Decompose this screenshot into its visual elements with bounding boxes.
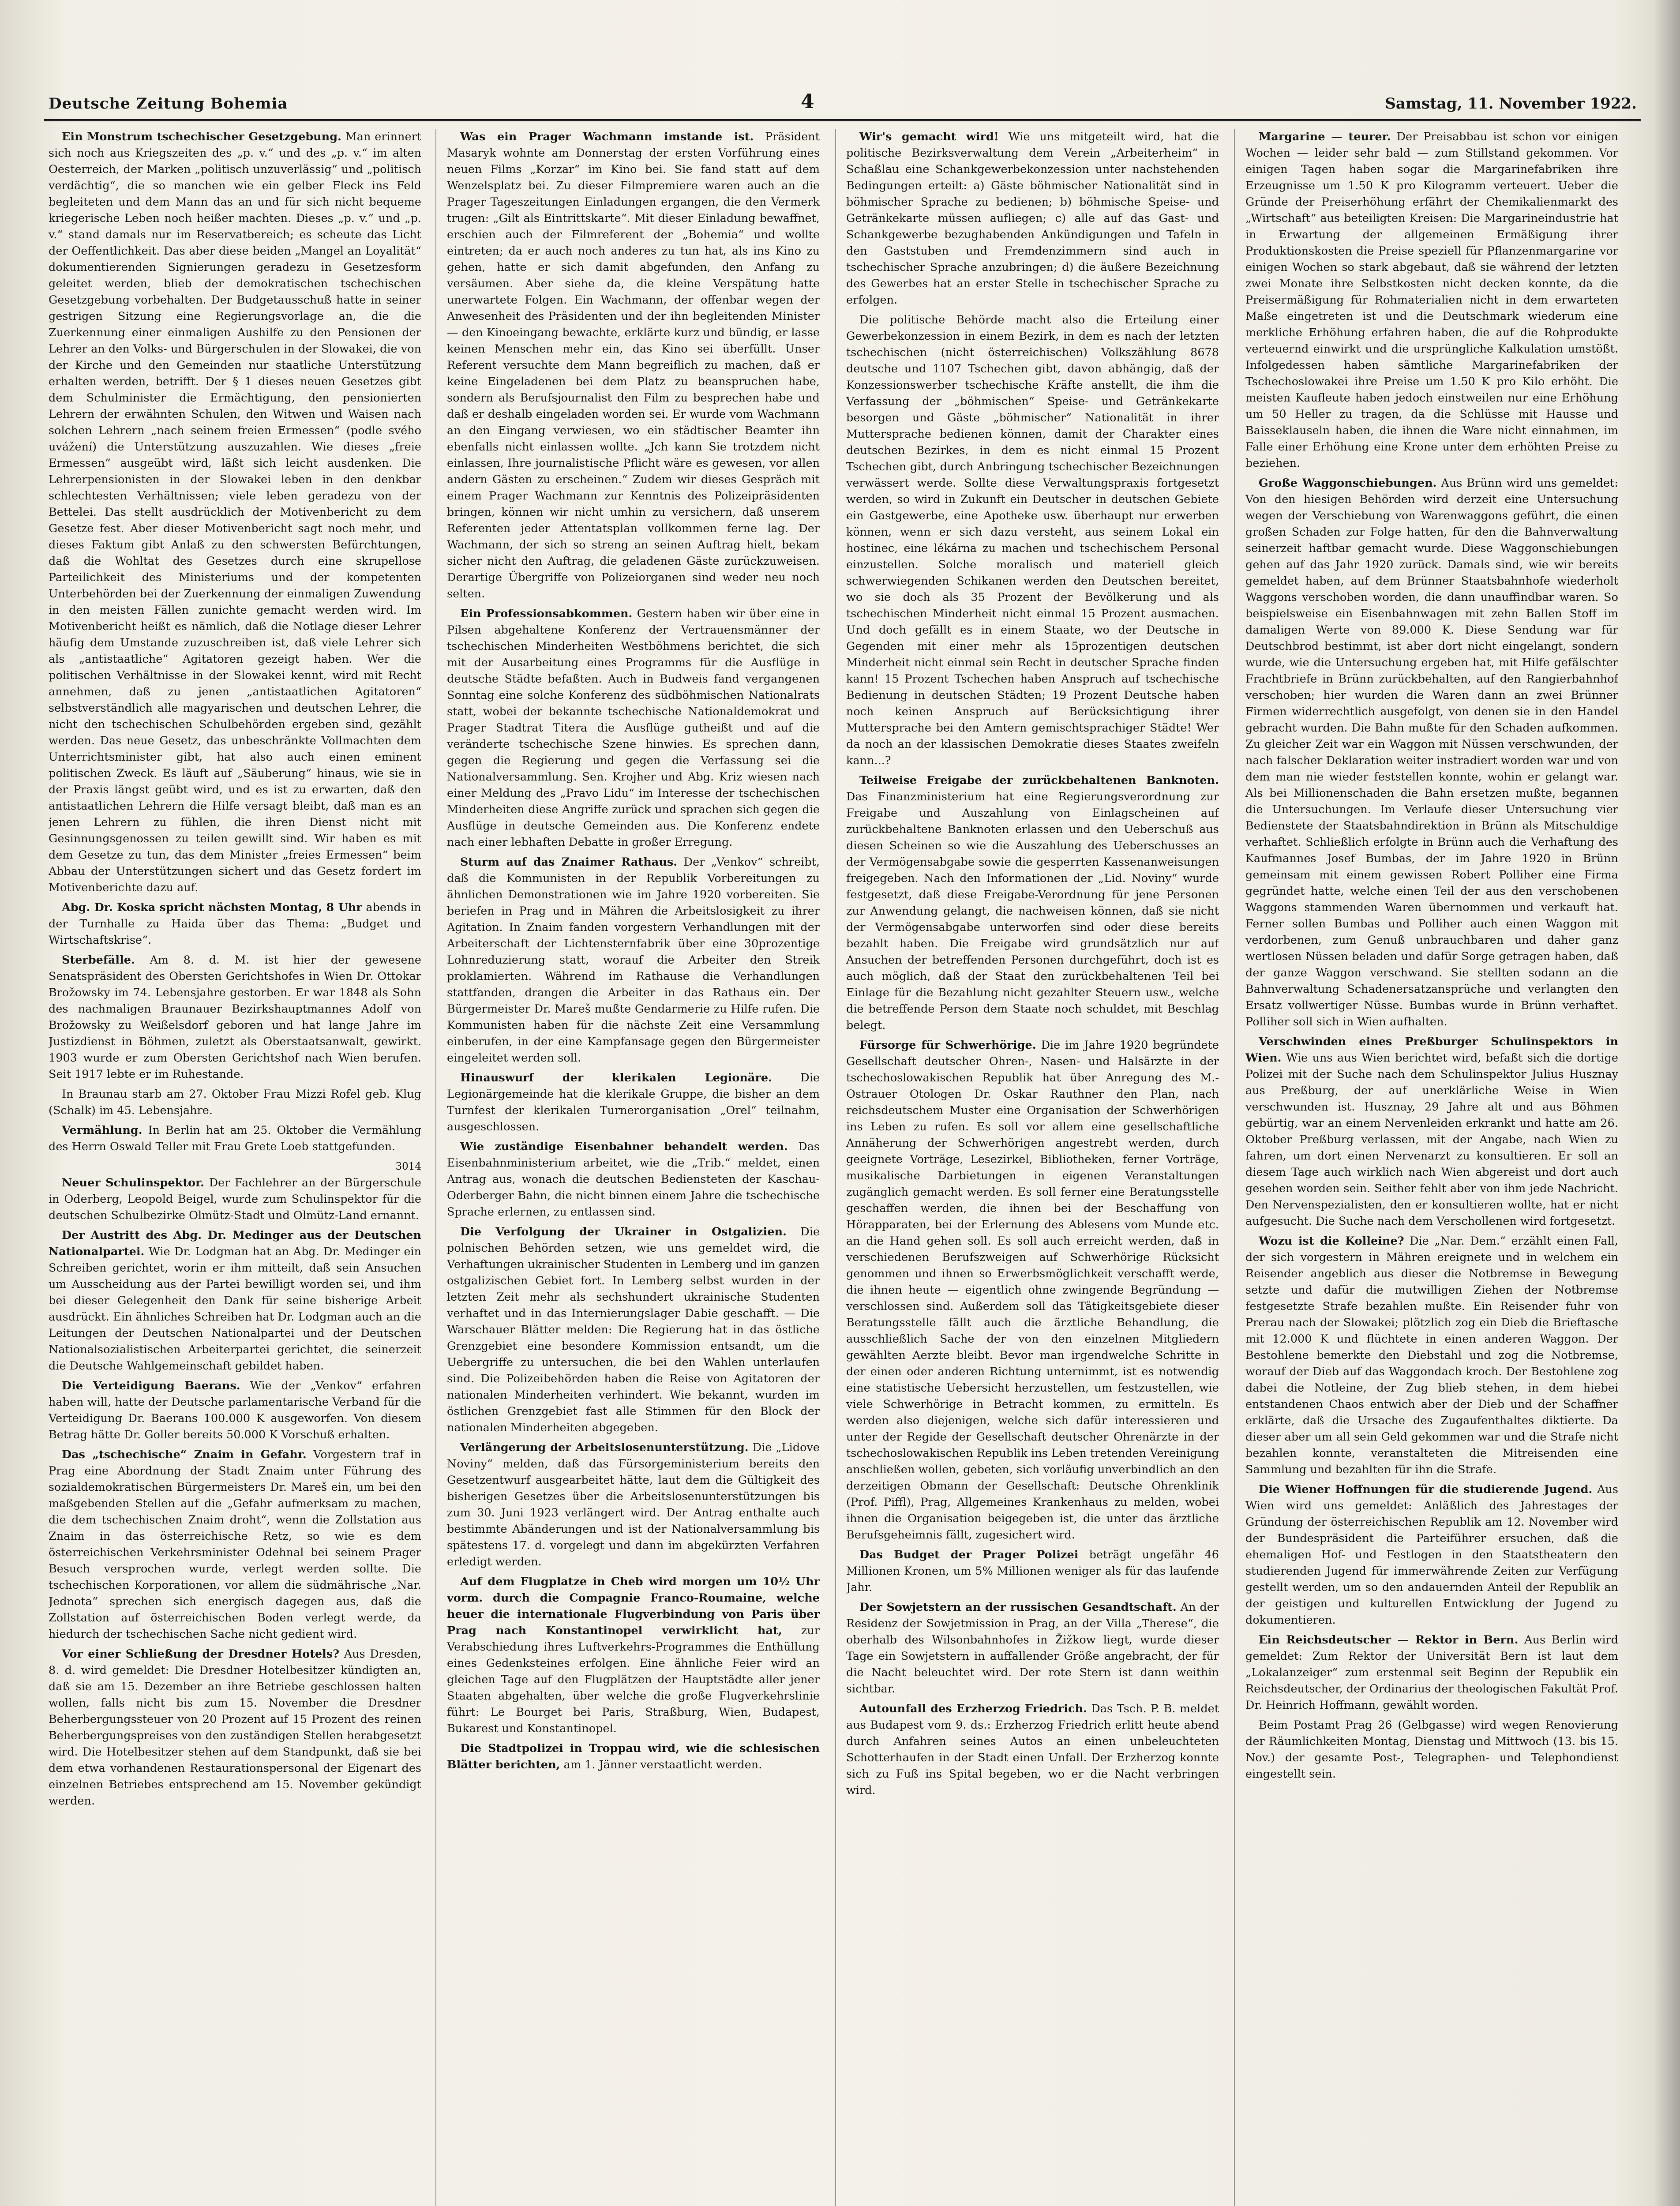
article-headline: Autounfall des Erzherzog Friedrich. (859, 1702, 1087, 1715)
article-paragraph (49, 1227, 421, 1374)
article-text: In Braunau starb am 27. Oktober Frau Mizzi Rofel geb. Klug (Schalk) im 45. Lebensjahre. (49, 1088, 421, 1117)
article-headline: Die Verfolgung der Ukrainer in Ostgalizien. (460, 1225, 787, 1238)
article-headline: Der Austritt des Abg. Dr. Medinger aus der Deutschen Nationalpartei. (49, 1229, 421, 1258)
article-text: Das Eisenbahnministerium arbeitet, wie die „Trib.“ meldet, einen Antrag aus, wonach die deutschen Bediensteten der Kaschau-Oderberger Bahn, die nicht binnen einem Jahre die tschechische Sprache erlernen, zu entlassen sind. (447, 1140, 820, 1219)
article-paragraph (49, 1086, 421, 1119)
article-text: Die politische Behörde macht also die Erteilung einer Gewerbekonzession in einem Bezirk, in dem es nach der letzten tschechischen (nicht österreichischen) Volkszählung 8678 deutsche und 1107 Tschechen gibt, davon abhängig, daß der Konzessionswerber tschechische Kräfte anstellt, die ihm die Verfassung der „böhmischen“ Speise- und Getränkekarte besorgen und Gäste „böhmischer“ Nationalität in ihrer Muttersprache bedienen können, damit der Charakter eines deutschen Bezirkes, in dem es nicht einmal 15 Prozent Tschechen gibt, durch Anbringung tschechischer Bezeichnungen verwässert werde. Sollte diese Verwaltungspraxis fortgesetzt werden, so wird in Zukunft ein Deutscher in deutschen Gebiete ein Gastgewerbe, eine Apotheke usw. überhaupt nur erwerben können, wenn er sich dazu versteht, aus seinem Lokal ein hostinec, eine lékárna zu machen und tschechischem Personal einzustellen. Solche moralisch und materiell gleich schwerwiegenden Schikanen werden den Deutschen bereitet, wo sie doch als 35 Prozent der Bevölkerung und als tschechischen Minderheit nicht einmal 15 Prozent ausmachen. Und doch gefällt es in einem Staate, wo der Deutsche in Gegenden mit einer mehr als 15prozentigen deutschen Minderheit nicht einmal sein Recht in deutscher Sprache finden kann! 15 Prozent Tschechen haben Anspruch auf tschechische Bedienung in deutschen Städten; 19 Prozent Deutsche haben noch keinen Anspruch auf Berücksichtigung ihrer Muttersprache bei den Amtern gemischtsprachiger Städte! Wer da noch an der klassischen Demokratie dieses Staates zweifeln kann...? (846, 313, 1219, 767)
article-paragraph (49, 1122, 421, 1155)
notice-number: 3014 (395, 1161, 421, 1172)
article-text: Wie uns aus Wien berichtet wird, befaßt sich die dortige Polizei mit der Suche nach dem Schulinspektor Julius Husznay aus Preßburg, der auf unerklärliche Weise in Wien verschwunden ist. Husznay, 29 Jahre alt und aus Böhmen gebürtig, war an einem Nervenleiden erkrankt und hatte am 26. Oktober Preßburg verlassen, mit der Angabe, nach Wien zu fahren, um dort einen Nervenarzt zu konsultieren. Er soll an diesem Tage auch wirklich nach Wien abgereist und dort auch gesehen worden sein. Seither fehlt aber von ihm jede Nachricht. Den Nervenspezialisten, den er konsultieren wollte, hat er nicht aufgesucht. Die Suche nach dem Verschollenen wird fortgesetzt. (1245, 1051, 1618, 1228)
article-text: Die im Jahre 1920 begründete Gesellschaft deutscher Ohren-, Nasen- und Halsärzte in der tschechoslowakischen Republik hat über Anregung des M.-Ostrauer Otologen Dr. Oskar Rauthner den Plan, nach reichsdeutschem Muster eine Organisation der Schwerhörigen ins Leben zu rufen. Es soll vor allem eine gesellschaftliche Annäherung der Schwerhörigen angestrebt werden, durch geeignete Vorträge, Lesezirkel, Bibliotheken, ferner Vorträge, musikalische Darbietungen in eigenen Veranstaltungen zugänglich gemacht werden. Es soll ferner eine Beratungsstelle geschaffen werden, die ihnen bei der Beschaffung von Hörapparaten, bei der Erlernung des Ablesens vom Munde etc. an die Hand gehen soll. Es soll auch erreicht werden, daß in verschiedenen Berufszweigen auf Schwerhörige Rücksicht genommen und ihnen so Erwerbsmöglichkeit verschafft werde, die ihnen heute — eigentlich ohne zwingende Begründung — verschlossen sind. Außerdem soll das Tätigkeitsgebiete dieser Beratungsstelle fällt auch die ärztliche Behandlung, die ausschließlich Sache der von den einzelnen Mitgliedern gewählten Aerzte bleibt. Bevor man irgendwelche Schritte in der einen oder anderen Richtung unternimmt, ist es notwendig eine statistische Uebersicht herzustellen, um festzustellen, wie viele Schwerhörige in Betracht kommen, zu ermitteln. Es werden also diejenigen, welche sich dafür interessieren und unter der Regide der Gesellschaft deutscher Ohrenärzte in der tschechoslowakischen Republik ins Leben tretenden Vereinigung anschließen wollen, gebeten, sich vorläufig unverbindlich an den derzeitigen Obmann der Gesellschaft: Deutsche Ohrenklinik (Prof. Piffl), Prag, Allgemeines Krankenhaus zu melden, wobei ihnen die Organisation beigegeben ist, die unter das ärztliche Berufsgeheimnis fällt, zugesichert wird. (846, 1039, 1219, 1542)
article-paragraph (1245, 1233, 1618, 1478)
column-divider (435, 129, 436, 2206)
article-paragraph (447, 1741, 820, 1773)
article-text: Wie Dr. Lodgman hat an Abg. Dr. Medinger ein Schreiben gerichtet, worin er ihm mitteilt, daß sein Ansuchen um Ausscheidung aus der Partei bewilligt worden sei, und ihm bei dieser Gelegenheit den Dank für seine bisherige Arbeit ausdrückt. Ein ähnliches Schreiben hat Dr. Lodgman auch an die Leitungen der Deutschen Nationalpartei und der Deutschen Nationalsozialistischen Arbeiterpartei gerichtet, die seinerzeit die Deutsche Wahlgemeinschaft gebildet haben. (49, 1245, 421, 1373)
article-paragraph (1245, 1717, 1618, 1782)
article-text: Vorgestern traf in Prag eine Abordnung der Stadt Znaim unter Führung des sozialdemokratischen Bürgermeisters Dr. Mareš ein, um bei den maßgebenden Stellen auf die „Gefahr aufmerksam zu machen, die dem tschechischen Znaim droht“, wenn die Zollstation aus Znaim in das österreichische Retz, so wie es dem österreichischen Verkehrsminister Odehnal bei seinem Prager Besuch versprochen wurde, verlegt werden sollte. Die tschechischen Korporationen, vor allem die südmährische „Nar. Jednota“ sprechen sich energisch dagegen aus, daß die Zollstation auf österreichischen Boden verlegt werde, da hiedurch der tschechischen Sache nicht gedient wird. (49, 1448, 421, 1641)
article-text: In Berlin hat am 25. Oktober die Vermählung des Herrn Oswald Teller mit Frau Grete Loeb stattgefunden. (49, 1124, 421, 1153)
article-paragraph (447, 854, 820, 1066)
column-2 (447, 129, 820, 2206)
article-text: Man erinnert sich noch aus Kriegszeiten des „p. v.“ und des „p. v.“ im alten Oesterreich, der Marken „politisch unzuverlässig“ und „politisch verdächtig“, die so manchen wie ein gelber Fleck ins Feld begleiteten und dem Mann das an und für sich nicht bequeme kriegerische Leben noch heißer machten. Dieses „p. v.“ und „p. v.“ stand damals nur im Reservatbereich; es scheute das Licht der Oeffentlichkeit. Das aber diese beiden „Mangel an Loyalität“ dokumentierenden Signierungen geradezu in Gesetzesform geleitet werden, blieb der demokratischen tschechischen Gesetzgebung vorbehalten. Der Budgetausschuß hatte in seiner gestrigen Sitzung eine Regierungsvorlage an, die die Zuerkennung einer einmaligen Aushilfe zu den Pensionen der Lehrer an den Volks- und Bürgerschulen in der Slowakei, die von der Kirche und den Gemeinden nur staatliche Unterstützung erhalten werden, betrifft. Der § 1 dieses neuen Gesetzes gibt dem Schulminister die Ermächtigung, den pensionierten Lehrern der erwähnten Schulen, den Witwen und Waisen nach solchen Lehrern „nach seinem freien Ermessen“ (podle svého uvážení) die Unterstützung auszuzahlen. Wie dieses „freie Ermessen“ ausgeübt wird, läßt sich leicht ausdenken. Die Lehrerpensionisten in der Slowakei leben in den denkbar schlechtesten Verhältnissen; viele leben geradezu von der Bettelei. Das stellt ausdrücklich der Motivenbericht zu dem Gesetze fest. Aber dieser Motivenbericht sagt noch mehr, und dieses Faktum gibt Anlaß zu den schwersten Befürchtungen, daß die Wohltat des Gesetzes durch eine skrupellose Parteilichkeit des Ministeriums und der kompetenten Unterbehörden bei der Zuerkennung der einmaligen Zuwendung in den meisten Fällen zunichte gemacht werden wird. Im Motivenbericht heißt es nämlich, daß die Notlage dieser Lehrer häufig dem Umstande zuzuschreiben ist, daß viele Lehrer sich als „antistaatliche“ Agitatoren gezeigt haben. Wer die politischen Verhältnisse in der Slowakei kennt, wird mit Recht annehmen, daß zu jenen „antistaatlichen Agitatoren“ selbstverständlich alle magyarischen und deutschen Lehrer, die nicht den tschechischen Schulbehörden ergeben sind, gezählt werden. Das neue Gesetz, das unbeschränkte Vollmachten dem Unterrichtsminister gibt, hat also auch einen eminent politischen Zweck. Es läuft auf „Säuberung“ hinaus, wie sie in der Praxis längst geübt wird, und es ist zu erwarten, daß den antistaatlichen Lehrern die Hilfe versagt bleibt, daß man es an jenen Lehrern zu fühlen, die ihren Dienst nicht mit Gesinnungsgenossen zu teilen gewillt sind. Wir haben es mit dem Gesetze zu tun, das dem Minister „freies Ermessen“ beim Abbau der Unterstützungen sichert und das Gesetz fordert im Motivenberichte dazu auf. (49, 130, 421, 894)
article-text: An der Residenz der Sowjetmission in Prag, an der Villa „Therese“, die oberhalb des Wilsonbahnhofes in Žižkow liegt, wurde dieser Tage ein Sowjetstern in auffallender Größe angebracht, der für die Nacht beleuchtet wird. Der rote Stern ist dann weithin sichtbar. (846, 1601, 1219, 1696)
article-paragraph (447, 1224, 820, 1436)
page-header (49, 90, 1637, 121)
article-text: Das Finanzministerium hat eine Regierungsverordnung zur Freigabe und Auszahlung von Einlagscheinen auf zurückbehaltene Banknoten erlassen und den Ueberschuß aus diesen Scheinen so wie die Auszahlung des Ueberschusses an der Vermögensabgabe sowie die gesperrten Kassenanweisungen freigegeben. Nach den Informationen der „Lid. Noviny“ wurde festgesetzt, daß diese Freigabe-Verordnung für jene Personen zur Anwendung gelangt, die nachweisen können, daß sie nicht der Vermögensabgabe unterworfen sind oder diese bereits bezahlt haben. Die Freigabe wird grundsätzlich nur auf Ansuchen der betreffenden Personen durchgeführt, doch ist es auch möglich, daß der Staat den zurückbehaltenen Teil bei Einlage für die Bezahlung nicht gezahlter Steuern usw., welche die betreffende Person dem Staate noch schuldet, mit Beschlag belegt. (846, 790, 1219, 1032)
article-text: zur Verabschiedung ihres Luftverkehrs-Programmes die Enthüllung eines Gedenksteines erfolgen. Eine ähnliche Feier wird an gleichen Tage auf den Flugplätzen der Hauptstädte aller jener Staaten abgehalten, über welche die große Flugverkehrslinie führt: Le Bourget bei Paris, Straßburg, Wien, Budapest, Bukarest und Konstantinopel. (447, 1624, 820, 1735)
article-paragraph (846, 1701, 1219, 1799)
column-3 (846, 129, 1219, 2206)
article-headline: Die Wiener Hoffnungen für die studierende Jugend. (1259, 1483, 1593, 1496)
article-paragraph (846, 1037, 1219, 1543)
column-4 (1245, 129, 1618, 2206)
article-text: abends in der Turnhalle zu Haida über das Thema: „Budget und Wirtschaftskrise“. (49, 901, 421, 947)
article-headline: Verschwinden eines Preßburger Schulinspektors in Wien. (1245, 1035, 1618, 1065)
article-paragraph (1245, 1034, 1618, 1230)
article-headline: Ein Monstrum tschechischer Gesetzgebung. (62, 130, 341, 143)
article-headline: Die Stadtpolizei in Troppau wird, wie die schlesischen Blätter berichten, (447, 1742, 820, 1771)
article-paragraph (49, 1447, 421, 1643)
article-text: Die „Nar. Dem.“ erzählt einen Fall, der sich vorgestern in Mähren ereignete und in welchem ein Reisender angeblich aus dieser die Notbremse in Bewegung setzte und dafür die mutwilligen Ziehen der Notbremse festgesetzte Strafe bezahlen mußte. Ein Reisender fuhr von Prerau nach der Slowakei; plötzlich zog ein Dieb die Brieftasche mit 12.000 K und flüchtete in einen anderen Waggon. Der Bestohlene bemerkte den Diebstahl und zog die Notbremse, worauf der Dieb auf das Waggondach kroch. Der Bestohlene zog dabei die Notleine, der Zug blieb stehen, in dem hiebei entstandenen Chaos entwich aber der Dieb und der Schaffner erklärte, daß die Ursache des Zugaufenthaltes diktierte. Da dieser aber um all sein Geld gekommen war und die Strafe nicht bezahlen konnte, veranstalteten die Mitreisenden eine Sammlung und bezahlten für ihn die Strafe. (1245, 1234, 1618, 1476)
article-paragraph (846, 312, 1219, 769)
article-text: Der „Venkov“ schreibt, daß die Kommunisten in der Republik Vorbereitungen zu ähnlichen Demonstrationen wie im Jahre 1920 vorbereiten. Sie beriefen in Prag und in Mähren die Arbeitslosigkeit zu ihrer Agitation. In Znaim fanden vorgestern Verhandlungen mit der Arbeiterschaft der Lichtensternfabrik über eine 30prozentige Lohnreduzierung statt, worauf die Arbeiter den Streik proklamierten. Während im Rathause die Verhandlungen stattfanden, drangen die Arbeiter in das Rathaus ein. Der Bürgermeister Dr. Mareš mußte Gendarmerie zu Hilfe rufen. Die Kommunisten haben für die nächste Zeit eine Versammlung einberufen, in der eine Kampfansage gegen den Bürgermeister eingeleitet werden soll. (447, 855, 820, 1065)
article-headline: Das „tschechische“ Znaim in Gefahr. (62, 1448, 307, 1461)
article-headline: Sturm auf das Znaimer Rathaus. (460, 855, 678, 869)
article-paragraph (1245, 129, 1618, 472)
page-number: 4 (801, 90, 814, 113)
article-text: Gestern haben wir über eine in Pilsen abgehaltene Konferenz der Vertrauensmänner der tschechischen Minderheiten Westböhmens berichtet, die sich mit der Ausarbeitung eines Programms für die Ausflüge in deutsche Städte befaßten. Auch in Budweis fand vergangenen Sonntag eine solche Konferenz des südböhmischen Nationalrats statt, wobei der bekannte tschechische Nationaldemokrat und Prager Stadtrat Titera die Ausflüge gutheißt und auf die veränderte tschechische Szene hinwies. Es sprechen dann, gegen die Regierung und gegen die Verfassung sei die Nationalversammlung. Sen. Krojher und Abg. Kriz wiesen nach einer Meldung des „Pravo Lidu“ im Interesse der tschechischen Minderheiten diese Angriffe zurück und sprachen sich gegen die Ausflüge in deutsche Gemeinden aus. Die Konferenz endete nach einer lebhaften Debatte in großer Erregung. (447, 607, 820, 849)
article-headline: Neuer Schulinspektor. (62, 1176, 204, 1189)
article-paragraph (846, 1547, 1219, 1596)
article-text: Die polnischen Behörden setzen, wie uns gemeldet wird, die Verhaftungen ukrainischer Studenten in Lemberg und im ganzen ostgalizischen Gebiet fort. In Lemberg selbst wurden in der letzten Zeit mehr als sechshundert ukrainische Studenten verhaftet und in das Internierungslager Dabie geschafft. — Die Warschauer Blätter melden: Die Regierung hat in das östliche Grenzgebiet eine besondere Kommission entsandt, um die Uebergriffe zu untersuchen, die bei den Wahlen unterlaufen sind. Die Polizeibehörden haben die Reise von Agitatoren der nationalen Minderheiten verhindert. Wie bekannt, wurden im östlichen Grenzgebiet fast alle Stimmen für den Block der nationalen Minderheiten abgegeben. (447, 1225, 820, 1434)
article-headline: Auf dem Flugplatze in Cheb wird morgen um 10½ Uhr vorm. durch die Compagnie Franco-Roumaine, welche heuer die internationale Flugverbindung von Paris über Prag nach Konstantinopel verwirklicht hat, (447, 1575, 820, 1637)
article-headline: Die Verteidigung Baerans. (62, 1379, 240, 1392)
article-headline: Margarine — teurer. (1259, 130, 1391, 143)
article-headline: Was ein Prager Wachmann imstande ist. (460, 130, 754, 143)
article-paragraph (846, 1599, 1219, 1697)
article-paragraph (447, 1139, 820, 1220)
article-paragraph (49, 900, 421, 949)
article-paragraph (49, 952, 421, 1083)
article-headline: Wir's gemacht wird! (859, 130, 999, 143)
column-divider (835, 129, 836, 2206)
article-text: Wie der „Venkov“ erfahren haben will, hatte der Deutsche parlamentarische Verband für die Verteidigung Dr. Baerans 100.000 K ausgeworfen. Von diesem Betrag hätte Dr. Goller bereits 50.000 K Vorschuß erhalten. (49, 1379, 421, 1441)
header-rule (44, 119, 1641, 121)
article-paragraph (1245, 1482, 1618, 1628)
article-text: Wie uns mitgeteilt wird, hat die politische Bezirksverwaltung dem Verein „Arbeiterheim“ in Schaßlau eine Schankgewerbekonzession unter nachstehenden Bedingungen erteilt: a) Gäste böhmischer Nationalität sind in böhmischer Sprache zu bedienen; b) böhmische Speise- und Getränkekarte müssen aufliegen; c) alle auf das Gast- und Schankgewerbe bezughabenden Ankündigungen und Tafeln in den Gaststuben und Fremdenzimmern sind auch in tschechischer Sprache anzubringen; d) die äußere Bezeichnung des Gewerbes hat an erster Stelle in tschechischer Sprache zu erfolgen. (846, 130, 1219, 307)
article-headline: Der Sowjetstern an der russischen Gesandtschaft. (859, 1601, 1177, 1614)
article-text: Der Fachlehrer an der Bürgerschule in Oderberg, Leopold Beigel, wurde zum Schulinspektor für die deutschen Schulbezirke Olmütz-Stadt und Olmütz-Land ernannt. (49, 1176, 421, 1222)
article-text: Aus Dresden, 8. d. wird gemeldet: Die Dresdner Hotelbesitzer kündigten an, daß sie am 15. Dezember an ihre Betriebe geschlossen halten wollen, falls nicht bis zum 15. November die Dresdner Beherbergungssteuer von 20 Prozent auf 15 Prozent des reinen Beherbergungspreises von den zuständigen Stellen herabgesetzt wird. Die Hotelbesitzer stehen auf dem Standpunkt, daß sie bei dem etwa vorhandenen Restaurationspersonal der Eigenart des einzelnen Betriebes entsprechend am 15. November gekündigt werden. (49, 1647, 421, 1808)
article-paragraph (1245, 475, 1618, 1030)
article-text: Die Legionärgemeinde hat die klerikale Gruppe, die bisher an dem Turnfest der klerikalen Turnerorganisation „Orel“ teilnahm, ausgeschlossen. (447, 1071, 820, 1133)
article-headline: Ein Professionsabkommen. (460, 607, 633, 620)
article-text: am 1. Jänner verstaatlicht werden. (563, 1758, 762, 1771)
article-text: Die „Lidove Noviny“ melden, daß das Fürsorgeministerium bereits den Gesetzentwurf ausgearbeitet hätte, laut dem die Gültigkeit des bisherigen Gesetzes über die Arbeitslosenunterstützungen bis zum 30. Juni 1923 verlängert wird. Der Antrag enthalte auch bestimmte Abänderungen und ist der Nationalversammlung bis spätestens 17. d. vorgelegt und dann im abgekürzten Verfahren erledigt werden. (447, 1441, 820, 1568)
article-paragraph (447, 129, 820, 602)
article-text: Der Preisabbau ist schon vor einigen Wochen — leider sehr bald — zum Stillstand gekommen. Vor einigen Tagen haben sogar die Margarinefabriken ihre Erzeugnisse um 1.50 K pro Kilogramm verteuert. Ueber die Gründe der Preiserhöhung erfährt der Chemikalienmarkt des „Wirtschaft“ aus beteiligten Kreisen: Die Margarineindustrie hat in Erwartung der allgemeinen Ermäßigung ihrer Produktionskosten die Preise speziell für Pflanzenmargarine vor einigen Wochen so stark abgebaut, daß sie während der letzten zwei Monate ihre Selbstkosten nicht decken konnte, da die Preisermäßigung für Rohmaterialien nicht in dem erwarteten Maße eingetreten ist und die Deutschmark wiederum eine merkliche Erhöhung erfahren haben, die auf die Rohprodukte verteuernd einwirkt und die ursprüngliche Kalkulation umstößt. Infolgedessen haben sämtliche Margarinefabriken der Tschechoslowakei ihre Preise um 1.50 K pro Kilo erhöht. Die meisten Kaufleute haben jedoch einstweilen nur eine Erhöhung um 50 Heller zu tragen, da die Schlüsse mit Hausse und Baisseklauseln haben, die ihnen die Ware nicht einnahmen, im Falle einer Erhöhung eine Krone unter dem erhöhten Preise zu beziehen. (1245, 130, 1618, 470)
article-paragraph (846, 773, 1219, 1034)
article-headline: Hinauswurf der klerikalen Legionäre. (460, 1071, 772, 1084)
article-headline: Teilweise Freigabe der zurückbehaltenen Banknoten. (859, 774, 1219, 787)
article-paragraph (447, 1070, 820, 1135)
article-headline: Wozu ist die Kolleine? (1259, 1234, 1404, 1248)
article-headline: Ein Reichsdeutscher — Rektor in Bern. (1259, 1633, 1519, 1647)
article-text: Präsident Masaryk wohnte am Donnerstag der ersten Vorführung eines neuen Films „Korzar“ im Kino bei. Sie fand statt auf dem Wenzelsplatz bei. Zu dieser Filmpremiere waren auch an die Prager Tageszeitungen Einladungen ergangen, die den Vermerk trugen: „Gilt als Eintrittskarte“. Mit dieser Einladung bewaffnet, erschien auch der Filmreferent der „Bohemia“ und wollte eintreten; da er auch noch anderes zu tun hat, als ins Kino zu gehen, hatte er sich damit abgefunden, den Anfang zu versäumen. Aber siehe da, die kleine Verspätung hatte unerwartete Folgen. Ein Wachmann, der offenbar wegen der Anwesenheit des Präsidenten und der ihn begleitenden Minister — den Kinoeingang bewachte, erklärte kurz und bündig, er lasse keinen Menschen mehr ein, das Kino sei überfüllt. Unser Referent versuchte dem Mann begreiflich zu machen, daß er keine Eingeladenen bei dem Platz zu beanspruchen habe, sondern als Berufsjournalist den Film zu besprechen habe und daß er deshalb eingeladen worden sei. Er wurde vom Wachmann an den Eingang verwiesen, wo ein städtischer Beamter ihn ebenfalls nicht einlassen wollte. „Jch kann Sie trotzdem nicht einlassen, Ihre journalistische Pflicht wäre es gewesen, vor allen andern Gästen zu erscheinen.“ Zudem wir dieses Gespräch mit einem Prager Wachmann zur Kenntnis des Polizeipräsidenten bringen, können wir nicht umhin zu versichern, daß unserem Referenten jeder Attentatsplan vollkommen ferne lag. Der Wachmann, der sich so streng an seinen Auftrag hielt, bekam sicher nicht den Auftrag, die geladenen Gäste zurückzuweisen. Derartige Übergriffe von Polizeiorganen sind weder neu noch selten. (447, 130, 820, 600)
article-paragraph (49, 1646, 421, 1809)
article-paragraph (49, 1378, 421, 1443)
article-paragraph (846, 129, 1219, 308)
article-text: Beim Postamt Prag 26 (Gelbgasse) wird wegen Renovierung der Räumlichkeiten Montag, Dienstag und Mittwoch (13. bis 15. Nov.) der gesamte Post-, Telegraphen- und Telephondienst eingestellt sein. (1245, 1718, 1618, 1781)
page-edge-shadow (1654, 0, 1680, 2206)
article-text: Aus Brünn wird uns gemeldet: Von den hiesigen Behörden wird derzeit eine Untersuchung wegen der Verschiebung von Warenwaggons geführt, die einen großen Schaden zur Folge hatten, für den die Bahnverwaltung seinerzeit haftbar gemacht wurde. Diese Waggonschiebungen gehen auf das Jahr 1920 zurück. Damals sind, wie wir bereits gemeldet haben, auf dem Brünner Staatsbahnhofe wiederholt Waggons verschoben worden, die dann unauffindbar waren. So beispielsweise ein Eisenbahnwagen mit zehn Ballen Stoff im damaligen Werte von 89.000 K. Diese Sendung war für Deutschbrod bestimmt, ist aber dort nicht eingelangt, sondern wurde, wie die Untersuchung ergeben hat, mit Hilfe gefälschter Frachtbriefe in Brünn zurückbehalten, auf den Rangierbahnhof verschoben; hier wurden die Waren dann an zwei Brünner Firmen widerrechtlich ausgefolgt, von denen sie in den Handel gebracht wurden. Die Bahn mußte für den Schaden aufkommen. Zu gleicher Zeit war ein Waggon mit Nüssen verschwunden, der nach falscher Deklaration weiter instradiert worden war und von dem man nie wieder feststellen konnte, wohin er gelangt war. Als bei Millionenschaden die Bahn ersetzen mußte, begannen die Untersuchungen. Im Verlaufe dieser Untersuchung vier Bedienstete der Staatsbahndirektion in Brünn als Mitschuldige verhaftet. Schließlich erfolgte in Brünn auch die Verhaftung des Kaufmannes Josef Bumbas, der im Jahre 1920 in Brünn gemeinsam mit einem gewissen Robert Polliher eine Firma gegründet hatte, welche einen Teil der aus den verschobenen Waggons stammenden Waren übernommen und verkauft hat. Ferner sollen Bumbas und Polliher auch einen Waggon mit verdorbenen, zum Genuß unbrauchbaren und daher ganz wertlosen Nüssen beladen und dafür Sorge getragen haben, daß der ganze Waggon verschwand. Sie stellten sodann an die Bahnverwaltung Schadenersatzansprüche und verlangten den Ersatz vollwertiger Nüsse. Bumbas wurde in Brünn verhaftet. Polliher soll sich in Wien aufhalten. (1245, 476, 1618, 1028)
article-text: Aus Wien wird uns gemeldet: Anläßlich des Jahrestages der Gründung der österreichischen Republik am 12. November wird der Bundespräsident die Parteiführer ersuchen, daß die ehemaligen Hof- und Festlogen in den Staatstheatern den studierenden Jugend für immerwährende Zeiten zur Verfügung gestellt werden, um so den andauernden Anteil der Republik an der geistigen und kulturellen Entwicklung der Jugend zu dokumentieren. (1245, 1483, 1618, 1627)
article-headline: Wie zuständige Eisenbahner behandelt werden. (460, 1140, 788, 1153)
column-1 (49, 129, 421, 2206)
article-paragraph (447, 1440, 820, 1570)
article-text: Am 8. d. M. ist hier der gewesene Senatspräsident des Obersten Gerichtshofes in Wien Dr. Ottokar Brožowsky im 74. Lebensjahre gestorben. Er war 1848 als Sohn des nachmaligen Braunauer Bezirkshauptmannes Adolf von Brožowsky zu Weißelsdorf geboren und hat lange Jahre im Justizdienst in Böhmen, zuletzt als Oberstaatsanwalt, gewirkt. 1903 wurde er zum Obersten Gerichtshof nach Wien berufen. Seit 1917 lebte er im Ruhestande. (49, 953, 421, 1081)
article-headline: Vermählung. (62, 1124, 142, 1137)
article-paragraph (1245, 1632, 1618, 1714)
article-paragraph (49, 129, 421, 896)
article-paragraph (447, 606, 820, 851)
article-paragraph (49, 1175, 421, 1224)
article-headline: Sterbefälle. (62, 953, 135, 967)
article-headline: Das Budget der Prager Polizei (859, 1548, 1079, 1561)
article-headline: Verlängerung der Arbeitslosenunterstützung. (460, 1441, 749, 1454)
article-text: beträgt ungefähr 46 Millionen Kronen, um 5% Millionen weniger als für das laufende Jahr. (846, 1548, 1219, 1594)
issue-date: Samstag, 11. November 1922. (1385, 95, 1637, 113)
article-headline: Große Waggonschiebungen. (1259, 476, 1437, 490)
column-divider (1234, 129, 1235, 2206)
article-text: Das Tsch. P. B. meldet aus Budapest vom 9. ds.: Erzherzog Friedrich erlitt heute abend durch Anfahren seines Autos an einen unbeleuchteten Schotterhaufen in der Stadt einen Unfall. Der Erzherzog konnte sich zu Fuß ins Spital begeben, wo er die Nacht verbringen wird. (846, 1702, 1219, 1797)
article-text: Aus Berlin wird gemeldet: Zum Rektor der Universität Bern ist laut dem „Lokalanzeiger“ zum erstenmal seit Beginn der Republik ein Reichsdeutscher, der Ordinarius der theologischen Fakultät Prof. Dr. Heinrich Hoffmann, gewählt worden. (1245, 1633, 1618, 1712)
article-headline: Fürsorge für Schwerhörige. (859, 1039, 1036, 1052)
article-paragraph (447, 1574, 820, 1737)
article-headline: Vor einer Schließung der Dresdner Hotels? (62, 1647, 340, 1661)
masthead-title: Deutsche Zeitung Bohemia (49, 95, 288, 113)
article-headline: Abg. Dr. Koska spricht nächsten Montag, 8 Uhr (62, 901, 362, 914)
